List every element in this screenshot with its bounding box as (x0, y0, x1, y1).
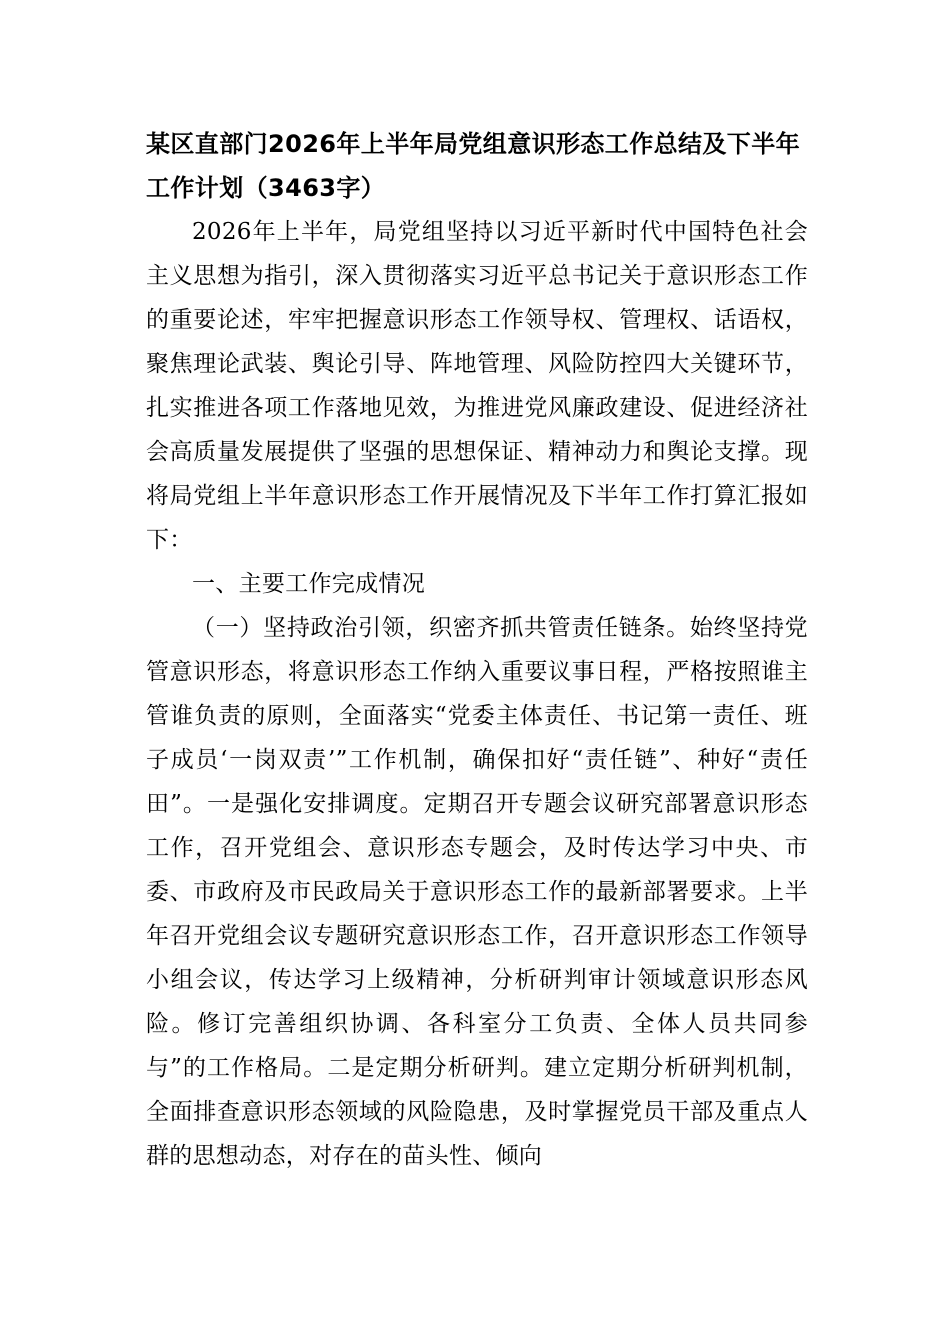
document-title: 某区直部门2026年上半年局党组意识形态工作总结及下半年工作计划（3463字） (146, 130, 800, 202)
document-content (146, 122, 808, 1178)
section-paragraph: （一）坚持政治引领，织密齐抓共管责任链条。始终坚持党管意识形态，将意识形态工作纳入重要议事日程，严格按照谁主管谁负责的原则，全面落实“党委主体责任、书记第一责任、班子成员‘一岗双责’”工作机制，确保扣好“责任链”、种好“责任田”。一是强化安排调度。定期召开专题会议研究部署意识形态工作，召开党组会、意识形态专题会，及时传达学习中央、市委、市政府及市民政局关于意识形态工作的最新部署要求。上半年召开党组会议专题研究意识形态工作，召开意识形态工作领导小组会议，传达学习上级精神，分析研判审计领域意识形态风险。修订完善组织协调、各科室分工负责、全体人员共同参与”的工作格局。二是定期分析研判。建立定期分析研判机制，全面排查意识形态领域的风险隐患，及时掌握党员干部及重点人群的思想动态，对存在的苗头性、倾向 (146, 615, 808, 1169)
section-heading: 一、主要工作完成情况 (192, 571, 425, 597)
intro-paragraph: 2026年上半年，局党组坚持以习近平新时代中国特色社会主义思想为指引，深入贯彻落实习近平总书记关于意识形态工作的重要论述，牢牢把握意识形态工作领导权、管理权、话语权，聚焦理论武装、舆论引导、阵地管理、风险防控四大关键环节，扎实推进各项工作落地见效，为推进党风廉政建设、促进经济社会高质量发展提供了坚强的思想保证、精神动力和舆论支撑。现将局党组上半年意识形态工作开展情况及下半年工作打算汇报如下： (146, 219, 808, 553)
